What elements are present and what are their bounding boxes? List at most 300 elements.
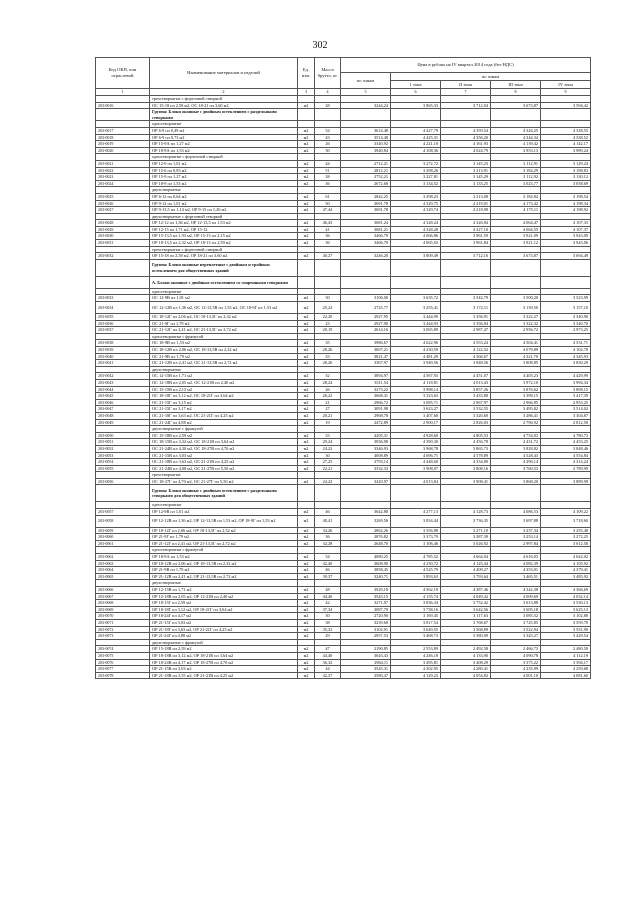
mass-cell: 19 — [315, 419, 341, 426]
table-row — [96, 560, 591, 567]
table-row — [96, 459, 591, 466]
price-base: 3466,79 — [341, 240, 391, 247]
unit-cell: м2 — [298, 600, 315, 607]
table-row — [96, 174, 591, 181]
price-base: 2964,11 — [341, 659, 391, 666]
empty-cell — [541, 213, 591, 220]
unit-cell: м2 — [298, 646, 315, 653]
product-code: 203-0019 — [96, 141, 150, 148]
product-name: ОР 21-12Г пл 2,41 м2, ОР 21-13,5Г пл 2,72 м2 — [150, 540, 298, 547]
price-zone-2: 3 380,09 — [441, 633, 491, 640]
price-zone-3: 3 139,50 — [491, 302, 541, 314]
price-zone-4: 3 848,46 — [541, 445, 591, 452]
subsection-label: трехстворчатые с форточной створкой — [150, 246, 298, 253]
product-name: ОС 15-18 пл 2,58 м2, ОС 18-21 пл 3,60 м2 — [150, 102, 298, 109]
group-row — [96, 259, 591, 276]
table-row — [96, 412, 591, 419]
empty-cell — [341, 109, 391, 121]
column-number: 7 — [441, 89, 491, 96]
product-name: ОР 15-9А пл 1,27 м2 — [150, 141, 298, 148]
product-name: ОР 18-9 пл 1,53 м2 — [150, 180, 298, 187]
product-code: 203-0018 — [96, 134, 150, 141]
price-base: 2648,70 — [341, 540, 391, 547]
price-base: 3929,18 — [341, 587, 391, 594]
price-zone-1: 4 785,52 — [391, 554, 441, 561]
empty-cell — [491, 333, 541, 340]
table-row — [96, 619, 591, 626]
product-code: 203-0053 — [96, 452, 150, 459]
price-zone-2: 4 280,41 — [441, 666, 491, 673]
price-zone-1: 3 298,26 — [391, 167, 441, 174]
mass-cell: 26 — [315, 386, 341, 393]
price-zone-1: 4 525,79 — [391, 567, 441, 574]
unit-cell: м2 — [298, 347, 315, 354]
price-zone-2: 4 161,93 — [441, 141, 491, 148]
unit-cell: м2 — [298, 393, 315, 400]
unit-cell: м2 — [298, 295, 315, 302]
subsection-row — [96, 639, 591, 646]
mass-cell: 38 — [315, 619, 341, 626]
unit-cell: м2 — [298, 659, 315, 666]
price-zone-3: 3 184,84 — [491, 193, 541, 200]
price-zone-1: 4 277,13 — [391, 509, 441, 516]
header-name: Наименование материалов и изделий — [150, 58, 298, 89]
table-row — [96, 327, 591, 334]
price-zone-1: 3 323,63 — [391, 393, 441, 400]
price-zone-2: 4 054,82 — [441, 672, 491, 679]
product-code: 203-0058 — [96, 515, 150, 527]
group-label: А. Блоки оконные с двойным остеклением со спаренными створками — [150, 276, 298, 288]
price-zone-1: 3 065,89 — [391, 327, 441, 334]
price-base: 3858,45 — [341, 567, 391, 574]
mass-cell: 46,43 — [315, 220, 341, 227]
unit-cell: м2 — [298, 613, 315, 620]
price-zone-2: 3 642,56 — [441, 606, 491, 613]
unit-cell: м2 — [298, 606, 315, 613]
empty-cell — [341, 187, 391, 194]
empty-cell — [298, 154, 315, 161]
price-zone-3: 3 522,94 — [491, 626, 541, 633]
price-base: 4080,25 — [341, 554, 391, 561]
product-name: ОС 18-12Г пл 2,06 м2, ОС 18-13,5Г пл 2,32 м2 — [150, 314, 298, 321]
price-zone-1: 4 481,29 — [391, 353, 441, 360]
price-zone-2: 4 359,54 — [441, 127, 491, 134]
unit-cell: м2 — [298, 619, 315, 626]
product-name: ОС 21-24В пл 4,30 м2, ОС 18-27В пл 4,70 м2 — [150, 445, 298, 452]
subsection-label: одностворчатые — [150, 502, 298, 509]
unit-cell: м2 — [298, 386, 315, 393]
price-zone-4: 3 530,13 — [541, 600, 591, 607]
empty-cell — [441, 288, 491, 295]
empty-cell — [315, 187, 341, 194]
product-code: 203-0037 — [96, 327, 150, 334]
product-name: ОР 21-15Г пл 3,03 м2 — [150, 619, 298, 626]
product-code: 203-0020 — [96, 147, 150, 154]
price-zone-3: 3 697,88 — [491, 515, 541, 527]
table-row — [96, 666, 591, 673]
price-base: 4008,89 — [341, 452, 391, 459]
price-base: 3087,79 — [341, 606, 391, 613]
empty-cell — [391, 259, 441, 276]
empty-cell — [541, 96, 591, 103]
subsection-row — [96, 96, 591, 103]
subsection-row — [96, 246, 591, 253]
price-zone-4: 4 259,68 — [541, 666, 591, 673]
empty-cell — [391, 502, 441, 509]
price-zone-2: 4 578,89 — [441, 452, 491, 459]
mass-cell: 29 — [315, 633, 341, 640]
price-zone-2: 4 024,79 — [441, 147, 491, 154]
price-zone-2: 4 049,42 — [441, 593, 491, 600]
price-zone-3: 4 431,72 — [491, 439, 541, 446]
price-zone-4: 3 198,83 — [541, 167, 591, 174]
price-zone-2: 3 133,25 — [441, 180, 491, 187]
price-zone-3: 2 956,72 — [491, 327, 541, 334]
price-base: 2672,68 — [341, 180, 391, 187]
table-row — [96, 515, 591, 527]
table-row — [96, 226, 591, 233]
price-zone-3: 4 082,39 — [491, 560, 541, 567]
unit-cell: м2 — [298, 200, 315, 207]
price-zone-2: 3 736,35 — [441, 515, 491, 527]
price-zone-3: 3 921,09 — [491, 233, 541, 240]
price-base: 3681,21 — [341, 226, 391, 233]
price-zone-2: 3 320,60 — [441, 412, 491, 419]
price-zone-4: 4 642,02 — [541, 554, 591, 561]
unit-cell: м2 — [298, 340, 315, 347]
price-zone-2: 3 117,63 — [441, 613, 491, 620]
empty-cell — [441, 366, 491, 373]
table-row — [96, 141, 591, 148]
subsection-row — [96, 426, 591, 433]
price-zone-3: 3 921,12 — [491, 240, 541, 247]
price-zone-3: 3 085,52 — [491, 613, 541, 620]
unit-cell: м2 — [298, 253, 315, 260]
product-name: ОС 21-15В пл 3,03 м2 — [150, 452, 298, 459]
price-zone-2: 3 768,67 — [441, 619, 491, 626]
group-label: Группа: Блоки оконные с двойным остеклением с раздельными створками — [150, 109, 298, 121]
price-table — [95, 57, 591, 679]
unit-cell: м2 — [298, 527, 315, 534]
product-name: ОР 12-15 пл 1,71 м2, ОР 15-12 — [150, 226, 298, 233]
empty-cell — [341, 288, 391, 295]
product-code: 203-0055 — [96, 465, 150, 472]
price-zone-2: 4 219,01 — [441, 200, 491, 207]
price-zone-2: 3 271,10 — [441, 527, 491, 534]
price-zone-3: 4 090,78 — [491, 652, 541, 659]
mass-cell: 38 — [315, 174, 341, 181]
price-zone-3: 3 345,27 — [491, 633, 541, 640]
price-zone-3: 2 966,85 — [491, 399, 541, 406]
empty-cell — [441, 187, 491, 194]
price-zone-3: 4 296,14 — [491, 459, 541, 466]
product-code: 203-0028 — [96, 220, 150, 227]
product-code: 203-0026 — [96, 200, 150, 207]
unit-cell: м2 — [298, 141, 315, 148]
unit-cell: м2 — [298, 652, 315, 659]
empty-code-cell — [96, 213, 150, 220]
empty-cell — [541, 121, 591, 128]
price-base: 3269,56 — [341, 515, 391, 527]
table-body — [96, 96, 591, 679]
product-code: 203-0061 — [96, 540, 150, 547]
unit-cell: м2 — [298, 626, 315, 633]
table-row — [96, 540, 591, 547]
price-zone-2: 3 287,39 — [441, 534, 491, 541]
empty-cell — [541, 259, 591, 276]
price-zone-2: 3 865,73 — [441, 445, 491, 452]
empty-code-cell — [96, 333, 150, 340]
price-zone-1: 3 298,23 — [391, 193, 441, 200]
price-zone-1: 4 118,81 — [391, 379, 441, 386]
empty-cell — [541, 366, 591, 373]
table-row — [96, 652, 591, 659]
product-name: ОС 15-18В пл 2,59 м2 — [150, 432, 298, 439]
price-zone-4: 3 272,25 — [541, 534, 591, 541]
price-zone-4: 2 812,58 — [541, 419, 591, 426]
price-zone-4: 3 012,58 — [541, 540, 591, 547]
empty-cell — [298, 187, 315, 194]
product-code: 203-0049 — [96, 419, 150, 426]
unit-cell: м2 — [298, 373, 315, 380]
product-code: 203-0062 — [96, 554, 150, 561]
price-zone-4: 2 480,58 — [541, 646, 591, 653]
empty-cell — [491, 276, 541, 288]
unit-cell: м2 — [298, 509, 315, 516]
price-zone-2: 4 409,27 — [441, 567, 491, 574]
subsection-label: одностворчатые — [150, 288, 298, 295]
price-zone-4: 4 105,92 — [541, 560, 591, 567]
empty-cell — [391, 96, 441, 103]
price-zone-1: 3 623,27 — [391, 406, 441, 413]
product-name: ОР 6-12 пл 0,64 м2 — [150, 193, 298, 200]
empty-cell — [315, 288, 341, 295]
price-zone-3: 3 286,41 — [491, 412, 541, 419]
unit-cell: м2 — [298, 147, 315, 154]
mass-cell: 50 — [315, 200, 341, 207]
price-zone-1: 3 834,44 — [391, 515, 441, 527]
product-code: 203-0076 — [96, 659, 150, 666]
empty-cell — [315, 259, 341, 276]
mass-cell: 44 — [315, 666, 341, 673]
product-code: 203-0051 — [96, 439, 150, 446]
product-name: ОС 21-15Г пл 3,15 м2 — [150, 399, 298, 406]
mass-cell: 46 — [315, 567, 341, 574]
price-zone-4: 3 130,12 — [541, 174, 591, 181]
price-zone-1: 2 553,89 — [391, 646, 441, 653]
price-base: 3614,48 — [341, 127, 391, 134]
empty-cell — [315, 121, 341, 128]
price-zone-1: 3 738,16 — [391, 606, 441, 613]
price-zone-4: 4 345,93 — [541, 353, 591, 360]
empty-code-cell — [96, 276, 150, 288]
empty-cell — [491, 580, 541, 587]
table-row — [96, 233, 591, 240]
empty-cell — [341, 366, 391, 373]
empty-cell — [391, 288, 441, 295]
product-code: 203-0064 — [96, 567, 150, 574]
price-base: 3793,14 — [341, 459, 391, 466]
price-zone-1: 3 106,46 — [391, 540, 441, 547]
unit-cell: м2 — [298, 515, 315, 527]
price-zone-1: 4 246,18 — [391, 652, 441, 659]
empty-cell — [391, 154, 441, 161]
column-number: 8 — [491, 89, 541, 96]
product-code: 203-0024 — [96, 180, 150, 187]
empty-cell — [315, 246, 341, 253]
empty-cell — [441, 502, 491, 509]
product-name: ОР 21-12В пл 2,41 м2, ОР 21-13,5В пл 2,72 м2 — [150, 573, 298, 580]
price-zone-4: 4 112,19 — [541, 652, 591, 659]
price-zone-4: 3 417,39 — [541, 393, 591, 400]
mass-cell: 43 — [315, 134, 341, 141]
empty-cell — [541, 154, 591, 161]
empty-cell — [541, 472, 591, 479]
empty-cell — [391, 213, 441, 220]
subsection-label: одностворчатые с фрамугой — [150, 547, 298, 554]
price-base: 2614,16 — [341, 327, 391, 334]
product-name: ОР 18-24В пл 4,17 м2, ОР 18-27В пл 4,70 м2 — [150, 659, 298, 666]
mass-cell: 29,24 — [315, 439, 341, 446]
mass-cell: 44,40 — [315, 652, 341, 659]
mass-cell: 35,32 — [315, 626, 341, 633]
price-base: 3246,20 — [341, 253, 391, 260]
unit-cell: м2 — [298, 459, 315, 466]
mass-cell: 48 — [315, 587, 341, 594]
price-zone-3: 4 528,43 — [491, 452, 541, 459]
mass-cell: 42,37 — [315, 672, 341, 679]
empty-cell — [341, 639, 391, 646]
empty-code-cell — [96, 366, 150, 373]
unit-cell: м2 — [298, 587, 315, 594]
product-code: 203-0030 — [96, 233, 150, 240]
product-code: 203-0029 — [96, 226, 150, 233]
empty-cell — [441, 96, 491, 103]
mass-cell: 36 — [315, 534, 341, 541]
empty-cell — [315, 426, 341, 433]
empty-code-cell — [96, 246, 150, 253]
mass-cell: 20,19 — [315, 327, 341, 334]
table-row — [96, 633, 591, 640]
subsection-label: трехстворчатые — [150, 472, 298, 479]
subsection-row — [96, 213, 591, 220]
price-zone-4: 4 453,25 — [541, 439, 591, 446]
price-zone-4: 4 366,69 — [541, 587, 591, 594]
table-row — [96, 672, 591, 679]
price-zone-4: 4 198,34 — [541, 200, 591, 207]
empty-cell — [541, 109, 591, 121]
table-row — [96, 527, 591, 534]
table-row — [96, 478, 591, 485]
product-code: 203-0048 — [96, 412, 150, 419]
price-base: 3514,48 — [341, 134, 391, 141]
subsection-label: двухстворчатые — [150, 580, 298, 587]
unit-cell: м2 — [298, 233, 315, 240]
header-code: Код ОКП, или отраслевой — [96, 58, 150, 89]
empty-cell — [491, 502, 541, 509]
product-code: 203-0023 — [96, 174, 150, 181]
empty-cell — [298, 121, 315, 128]
header-price-title: Цена в рублях на IV квартал 2014 года (без НДС) — [341, 58, 591, 73]
price-zone-1: 4 427,79 — [391, 127, 441, 134]
product-name: ОС 18-15В пл 3,32 м2, ОС 18-21В пл 3,64 м2 — [150, 439, 298, 446]
price-base: 3511,54 — [341, 379, 391, 386]
product-code: 203-0016 — [96, 102, 150, 109]
price-base: 3240,71 — [341, 573, 391, 580]
price-zone-2: 4 456,78 — [441, 439, 491, 446]
price-zone-2: 2 987,47 — [441, 327, 491, 334]
empty-cell — [541, 485, 591, 502]
empty-cell — [298, 366, 315, 373]
price-zone-2: 3 908,41 — [441, 478, 491, 485]
price-base: 3332,33 — [341, 465, 391, 472]
header-mass: Масса брутто, кг — [315, 58, 341, 89]
price-zone-2: 3 026,92 — [441, 540, 491, 547]
price-zone-1: 4 329,74 — [391, 207, 441, 214]
price-zone-4: 4 142,17 — [541, 141, 591, 148]
mass-cell: 30 — [315, 613, 341, 620]
price-zone-2: 4 356,20 — [441, 134, 491, 141]
mass-cell: 36 — [315, 233, 341, 240]
empty-code-cell — [96, 580, 150, 587]
table-header — [96, 58, 591, 96]
product-name: ОР 6-9 пл 0,49 м2 — [150, 127, 298, 134]
price-base: 3643,43 — [341, 652, 391, 659]
table-row — [96, 147, 591, 154]
mass-cell: 36 — [315, 180, 341, 187]
empty-cell — [298, 259, 315, 276]
table-row — [96, 207, 591, 214]
price-zone-3: 2 796,92 — [491, 419, 541, 426]
empty-cell — [491, 472, 541, 479]
price-zone-4: 3 485,92 — [541, 573, 591, 580]
empty-cell — [541, 547, 591, 554]
empty-cell — [391, 426, 441, 433]
price-zone-4: 3 943,09 — [541, 233, 591, 240]
table-row — [96, 646, 591, 653]
group-row — [96, 276, 591, 288]
mass-cell: 44 — [315, 160, 341, 167]
price-zone-1: 4 696,71 — [391, 452, 441, 459]
price-zone-2: 3 848,56 — [441, 360, 491, 367]
product-code: 203-0054 — [96, 459, 150, 466]
price-zone-2: 2 826,03 — [441, 419, 491, 426]
price-zone-3: 4 139,42 — [491, 141, 541, 148]
unit-cell: м2 — [298, 320, 315, 327]
table-row — [96, 127, 591, 134]
price-base: 3091,98 — [341, 406, 391, 413]
product-name: ОР 12-12В пл 1,36 м2, ОР 12-13,5В пл 1,53 м2, ОР 18-9Г пл 1,53 м2 — [150, 515, 298, 527]
mass-cell: 22,20 — [315, 314, 341, 321]
price-zone-4: 4 780,73 — [541, 432, 591, 439]
price-zone-2: 4 451,07 — [441, 373, 491, 380]
unit-cell: м2 — [298, 452, 315, 459]
price-zone-3: 3 613,88 — [491, 600, 541, 607]
table-row — [96, 406, 591, 413]
product-code: 203-0042 — [96, 373, 150, 380]
price-zone-3: 3 184,29 — [491, 167, 541, 174]
empty-cell — [541, 333, 591, 340]
empty-cell — [491, 639, 541, 646]
price-base: 2720,90 — [341, 613, 391, 620]
empty-cell — [341, 485, 391, 502]
empty-cell — [491, 213, 541, 220]
empty-cell — [341, 472, 391, 479]
table-row — [96, 659, 591, 666]
price-zone-3: 3 808,85 — [491, 360, 541, 367]
empty-cell — [298, 276, 315, 288]
table-row — [96, 253, 591, 260]
